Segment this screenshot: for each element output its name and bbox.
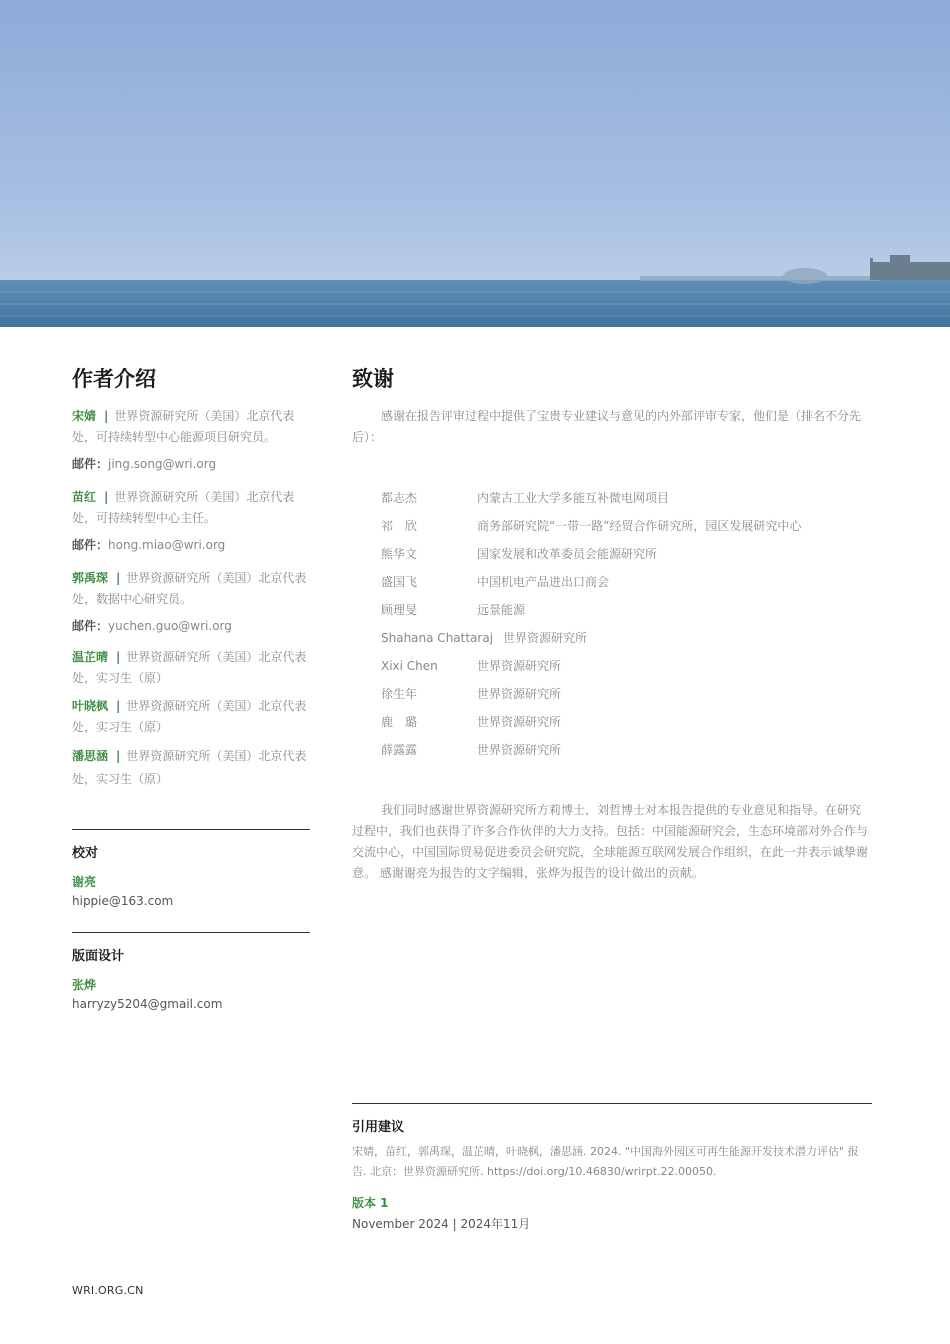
authors-title: 作者介绍 xyxy=(72,367,156,391)
hero-photo-sea xyxy=(0,0,950,327)
author-separator: | xyxy=(116,571,121,585)
author-name: 叶晓枫 xyxy=(72,699,109,713)
reviewer-name: Xixi Chen xyxy=(381,659,438,673)
reviewer-org: 商务部研究院“一带一路”经贸合作研究所，园区发展研究中心 xyxy=(477,519,802,533)
author-desc: 世界资源研究所（美国）北京代表处，实习生（原） xyxy=(72,650,307,685)
reviewer-row xyxy=(352,680,872,708)
author-desc: 世界资源研究所（美国）北京代表处，可持续转型中心能源项目研究员。 xyxy=(72,409,295,444)
reviewer-org: 世界资源研究所 xyxy=(477,715,562,729)
email-label: 邮件： xyxy=(72,457,109,471)
author-name: 温芷晴 xyxy=(72,650,109,664)
author-separator: | xyxy=(104,409,109,423)
author-desc: 世界资源研究所（美国）北京代表处，实习生（原） xyxy=(72,699,307,734)
reviewer-row xyxy=(352,736,872,764)
acknowledgements-title: 致谢 xyxy=(352,367,394,391)
email-label: 邮件： xyxy=(72,619,109,633)
sea-landscape-image xyxy=(0,0,950,327)
acknowledgements-intro: 感谢在报告评审过程中提供了宝贵专业建议与意见的内外部评审专家，他们是（排名不分先后）： xyxy=(352,409,862,444)
left-column xyxy=(72,364,310,1011)
reviewer-org: 世界资源研究所 xyxy=(477,743,562,757)
author-email-link[interactable]: yuchen.guo@wri.org xyxy=(108,619,232,633)
reviewer-org: 世界资源研究所 xyxy=(477,659,562,673)
footer-site-link[interactable]: WRI.ORG.CN xyxy=(72,1284,144,1297)
reviewer-org: 国家发展和改革委员会能源研究所 xyxy=(477,547,658,561)
author-name: 潘思涵 xyxy=(72,749,109,763)
author-separator: | xyxy=(116,699,121,713)
acknowledgements-closing: 我们同时感谢世界资源研究所方莉博士，刘哲博士对本报告提供的专业意见和指导。在研究过程中，我们也获得了许多合作伙伴的大力支持。包括：中国能源研究会，生态环境部对外合作与交流中心，中国国际贸易促进委员会研究院，全球能源互联网发展合作组织，在此一并表示诚挚谢意。 感谢谢亮为报告的文字编辑，张烨为报告的设计做出的贡献。 xyxy=(352,803,869,880)
reviewer-name: 薛露露 xyxy=(381,743,418,757)
reviewer-row xyxy=(352,512,872,540)
reviewer-org: 世界资源研究所 xyxy=(477,687,562,701)
reviewer-list xyxy=(352,484,872,764)
reviewer-org: 远景能源 xyxy=(477,603,526,617)
author-name: 郭禹琛 xyxy=(72,571,109,585)
designer-email-link[interactable]: harryzy5204@gmail.com xyxy=(72,997,223,1011)
author-desc: 世界资源研究所（美国）北京代表处，数据中心研究员。 xyxy=(72,571,307,606)
proofreading-section xyxy=(72,842,310,908)
layout-design-section xyxy=(72,945,310,1011)
reviewer-name: 鹿 璐 xyxy=(381,715,418,729)
citation-title: 引用建议 xyxy=(352,1120,405,1135)
author-entry xyxy=(72,647,310,689)
reviewer-org: 中国机电产品进出口商会 xyxy=(477,575,610,589)
reviewer-row xyxy=(352,484,872,512)
reviewer-name: 顾理旻 xyxy=(381,603,418,617)
reviewer-name: 徐生年 xyxy=(381,687,418,701)
citation-text: 宋婧，苗红，郭禹琛，温芷晴，叶晓枫，潘思涵. 2024. "中国海外园区可再生能源开发技术潜力评估" 报告. 北京：世界资源研究所. https://doi.org/10.46830/wrirpt.22.00050. xyxy=(352,1145,859,1178)
proofreading-title: 校对 xyxy=(72,846,99,861)
reviewer-name: 盛国飞 xyxy=(381,575,418,589)
reviewer-name: Shahana Chattaraj xyxy=(381,631,494,645)
reviewer-row xyxy=(352,652,872,680)
version-label: 版本 1 xyxy=(352,1196,389,1210)
reviewer-name: 都志杰 xyxy=(381,491,418,505)
section-divider xyxy=(352,1103,872,1104)
designer-name: 张烨 xyxy=(72,978,97,992)
reviewer-name: 熊华文 xyxy=(381,547,418,561)
citation-section xyxy=(352,1103,872,1232)
proofreader-email-link[interactable]: hippie@163.com xyxy=(72,894,174,908)
author-entry xyxy=(72,487,310,554)
right-column xyxy=(352,364,872,884)
reviewer-name: 祁 欣 xyxy=(381,519,418,533)
author-entry xyxy=(72,696,310,738)
author-name: 苗红 xyxy=(72,490,97,504)
section-divider xyxy=(72,829,310,830)
email-label: 邮件： xyxy=(72,538,109,552)
layout-design-title: 版面设计 xyxy=(72,949,125,964)
proofreader-name: 谢亮 xyxy=(72,875,97,889)
author-entry xyxy=(72,745,310,791)
reviewer-row xyxy=(352,708,872,736)
reviewer-row xyxy=(352,596,872,624)
author-email-link[interactable]: jing.song@wri.org xyxy=(108,457,217,471)
author-name: 宋婧 xyxy=(72,409,97,423)
author-entry xyxy=(72,406,310,473)
reviewer-row xyxy=(352,540,872,568)
author-entry xyxy=(72,568,310,635)
reviewer-row xyxy=(352,568,872,596)
author-separator: | xyxy=(116,650,121,664)
author-desc: 世界资源研究所（美国）北京代表处，实习生（原） xyxy=(72,749,307,786)
author-separator: | xyxy=(104,490,109,504)
reviewer-row xyxy=(352,624,872,652)
publication-date: November 2024 | 2024年11月 xyxy=(352,1217,531,1231)
author-email-link[interactable]: hong.miao@wri.org xyxy=(108,538,226,552)
reviewer-org: 世界资源研究所 xyxy=(503,631,588,645)
author-separator: | xyxy=(116,749,121,763)
section-divider xyxy=(72,932,310,933)
author-desc: 世界资源研究所（美国）北京代表处，可持续转型中心主任。 xyxy=(72,490,295,525)
reviewer-org: 内蒙古工业大学多能互补微电网项目 xyxy=(477,491,670,505)
